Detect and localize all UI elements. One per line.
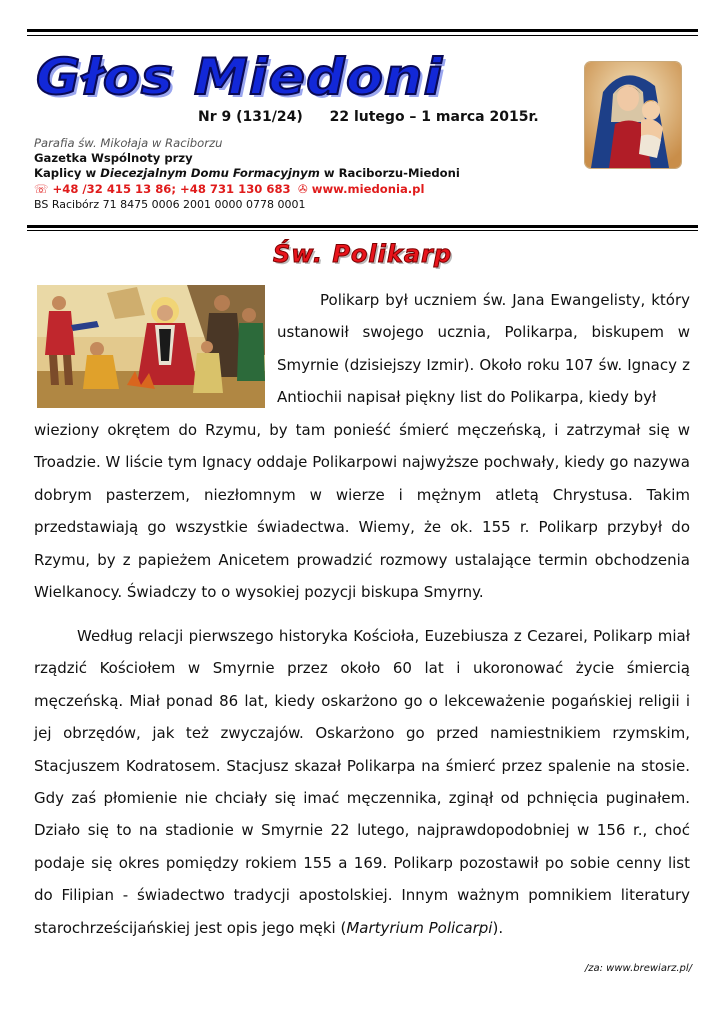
- website-link[interactable]: ✇ www.miedonia.pl: [297, 181, 425, 196]
- chapel-location: w Raciborzu-Miedoni: [319, 166, 460, 181]
- chapel-prefix: Kaplicy w: [34, 166, 101, 181]
- header-rule-thin: [27, 230, 698, 231]
- polycarp-icon-painting: [37, 285, 265, 408]
- martyrium-title: Martyrium Policarpi: [346, 918, 493, 937]
- article-heading: Św. Polikarp: [272, 240, 453, 268]
- bank-account: BS Racibórz 71 8475 0006 2001 0000 0778 0001: [34, 197, 306, 211]
- issue-date: 22 lutego – 1 marca 2015r.: [329, 109, 539, 125]
- paragraph-1-intro: Polikarp był uczniem św. Jana Ewangelisty, który ustanowił swojego ucznia, Polikarpa, biskupem w Smyrnie (dzisiejszy Izmir). Około roku 107 św. Ignacy z Antiochii napisał piękny list do Polikarpa, kiedy był: [277, 291, 690, 407]
- chapel-line: [34, 166, 460, 181]
- community-line: Gazetka Wspólnoty przy: [34, 151, 193, 166]
- chapel-house: Diecezjalnym Domu Formacyjnym: [100, 166, 320, 181]
- paragraph-2-end: ).: [492, 918, 504, 937]
- publisher-info: [34, 136, 460, 212]
- header-rule-thick: [27, 225, 698, 228]
- paragraph-2: [34, 620, 690, 944]
- masthead-title: Głos Miedoni: [36, 48, 444, 106]
- paragraph-1-continued: wieziony okrętem do Rzymu, by tam ponieść śmierć męczeńską, i zatrzymał się w Troadzie. W liście tym Ignacy oddaje Polikarpowi najwyższe pochwały, kiedy go nazywa dobrym pasterzem, niezłomnym w wierze i mężnym atletą Chrystusa. Takim przedstawiają go wszystkie świadectwa. Wiemy, że ok. 155 r. Polikarp przybył do Rzymu, by z papieżem Anicetem prowadzić rozmowy ustalające termin obchodzenia Wielkanocy. Świadczy to o wysokiej pozycji biskupa Smyrny.: [34, 421, 690, 602]
- top-rule-thin: [27, 35, 698, 36]
- top-rule-thick: [27, 29, 698, 32]
- phone-numbers: ☏ +48 /32 415 13 86; +48 731 130 683: [34, 181, 291, 196]
- source-note: /za: www.brewiarz.pl/: [584, 963, 692, 974]
- issue-line: [198, 109, 539, 125]
- madonna-picture: [585, 62, 681, 168]
- issue-number: Nr 9 (131/24): [198, 109, 303, 125]
- paragraph-2-main: Według relacji pierwszego historyka Kościoła, Euzebiusza z Cezarei, Polikarp miał rządzić Kościołem w Smyrnie przez około 60 lat i ukoronować życie śmiercią męczeńską. Miał ponad 86 lat, kiedy oskarżono go o lekceważenie pogańskiej religii i jej obrzędów, jak też zwyczajów. Oskarżono go przed namiestnikiem rzymskim, Stacjuszem Kodratosem. Stacjusz skazał Polikarpa na śmierć przez spalenie na stosie. Gdy zaś płomienie nie chciały się imać męczennika, zginął od pchnięcia puginałem. Działo się to na stadionie w Smyrnie 22 lutego, najprawdopodobniej w 156 r., choć podaje się okres pomiędzy rokiem 155 a 169. Polikarp pozostawił po sobie cenny list do Filipian - świadectwo tradycji apostolskiej. Innym ważnym pomnikiem literatury starochrześcijańskiej jest opis jego męki (: [34, 627, 690, 937]
- contact-line: [34, 182, 460, 197]
- parish-name: Parafia św. Mikołaja w Raciborzu: [34, 136, 223, 150]
